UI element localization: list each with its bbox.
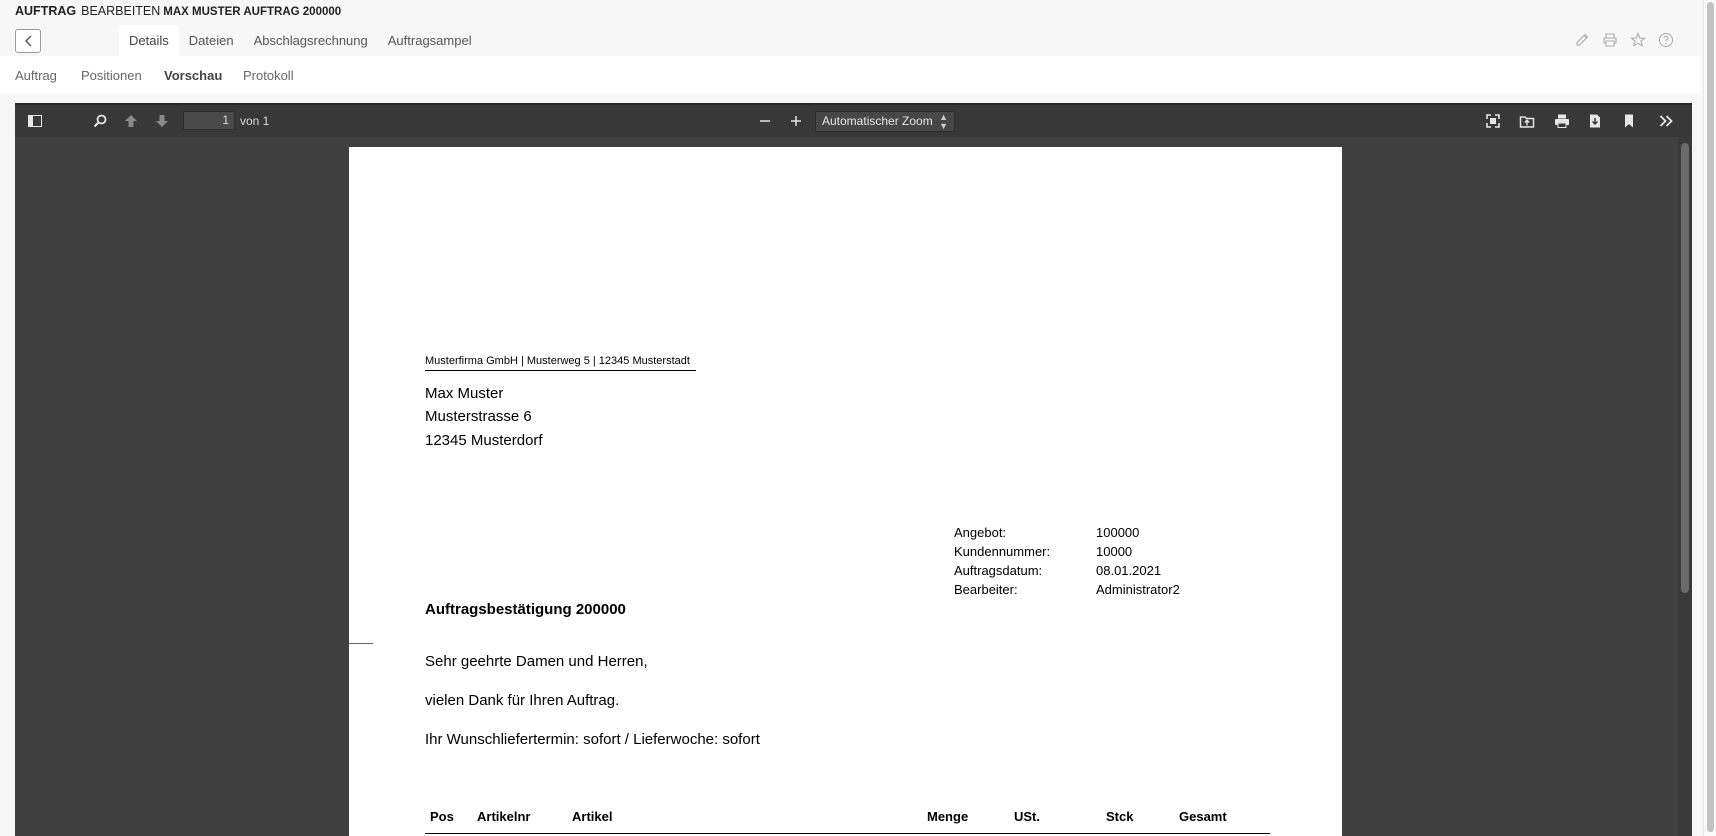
subtab-positionen[interactable]: Positionen [81, 68, 142, 83]
thanks-text: vielen Dank für Ihren Auftrag. [425, 692, 620, 709]
info-row [954, 563, 1204, 582]
subtab-protokoll[interactable]: Protokoll [243, 68, 294, 83]
star-icon[interactable] [1630, 32, 1646, 48]
info-row [954, 525, 1204, 544]
info-label: Auftragsdatum: [954, 563, 1043, 578]
recipient-name: Max Muster [425, 385, 504, 402]
select-arrows-icon: ▲ ▼ [939, 112, 948, 131]
col-pos: Pos [430, 809, 454, 824]
info-value: 08.01.2021 [1096, 563, 1162, 578]
pdf-toolbar [15, 103, 1692, 137]
positions-table-header [425, 809, 1270, 834]
recipient-city: 12345 Musterdorf [425, 432, 543, 449]
col-gesamt: Gesamt [1179, 809, 1227, 824]
search-icon[interactable] [92, 113, 108, 129]
greeting-text: Sehr geehrte Damen und Herren, [425, 653, 648, 670]
print-icon[interactable] [1602, 32, 1618, 48]
double-chevron-right-icon[interactable] [1658, 113, 1674, 129]
next-page-icon[interactable] [154, 113, 170, 129]
download-icon[interactable] [1587, 113, 1603, 129]
info-row [954, 544, 1204, 563]
recipient-street: Musterstrasse 6 [425, 408, 532, 425]
fullscreen-icon[interactable] [1485, 113, 1501, 129]
crumb-action: BEARBEITEN [81, 4, 161, 18]
sub-navigation [0, 56, 1700, 94]
breadcrumb [15, 4, 341, 20]
open-file-icon[interactable] [1519, 113, 1535, 129]
col-stck: Stck [1106, 809, 1134, 824]
info-value: Administrator2 [1096, 582, 1180, 597]
subtab-vorschau[interactable]: Vorschau [164, 68, 223, 83]
scrollbar-thumb[interactable] [1681, 143, 1689, 593]
pdf-viewer [15, 103, 1692, 836]
bookmark-icon[interactable] [1621, 113, 1637, 129]
viewer-scrollbar[interactable] [1678, 137, 1692, 836]
chevron-left-icon [22, 34, 36, 48]
info-value: 100000 [1096, 525, 1140, 540]
tab-dateien[interactable]: Dateien [188, 33, 234, 48]
col-artikelnr: Artikelnr [477, 809, 531, 824]
previous-page-icon[interactable] [123, 113, 139, 129]
page-count: von 1 [240, 114, 270, 128]
sidebar-toggle-icon[interactable] [27, 113, 43, 129]
info-label: Bearbeiter: [954, 582, 1018, 597]
page-scrollbar[interactable] [1703, 0, 1716, 836]
zoom-select[interactable] [815, 111, 955, 132]
sender-line: Musterfirma GmbH | Musterweg 5 | 12345 Musterstadt [425, 355, 696, 371]
pdf-page [349, 147, 1342, 836]
pencil-icon[interactable] [1574, 32, 1590, 48]
info-label: Angebot: [954, 525, 1007, 540]
zoom-value: Automatischer Zoom [822, 114, 933, 128]
print-icon[interactable] [1554, 113, 1570, 129]
tab-auftragsampel[interactable]: Auftragsampel [387, 33, 472, 48]
zoom-in-icon[interactable] [788, 113, 804, 129]
subtab-auftrag[interactable]: Auftrag [15, 68, 57, 83]
fold-mark [349, 643, 373, 644]
info-table [954, 525, 1204, 601]
page-number-input[interactable]: 1 [183, 111, 235, 130]
page-scrollbar-thumb[interactable] [1707, 2, 1714, 832]
crumb-module: AUFTRAG [15, 4, 77, 18]
tab-abschlagsrechnung[interactable]: Abschlagsrechnung [253, 33, 368, 48]
col-artikel: Artikel [572, 809, 613, 824]
col-ust: USt. [1014, 809, 1040, 824]
info-row [954, 582, 1204, 601]
info-value: 10000 [1096, 544, 1133, 559]
back-button[interactable] [15, 29, 41, 53]
info-label: Kundennummer: [954, 544, 1051, 559]
document-title: Auftragsbestätigung 200000 [425, 601, 626, 618]
main-tabs [119, 25, 482, 56]
tab-details[interactable]: Details [119, 25, 179, 56]
header-actions [1574, 32, 1674, 48]
zoom-out-icon[interactable] [757, 113, 773, 129]
crumb-document: MAX MUSTER AUFTRAG 200000 [163, 6, 342, 18]
help-icon[interactable] [1658, 32, 1674, 48]
col-menge: Menge [927, 809, 969, 824]
delivery-text: Ihr Wunschliefertermin: sofort / Lieferwoche: sofort [425, 731, 760, 748]
